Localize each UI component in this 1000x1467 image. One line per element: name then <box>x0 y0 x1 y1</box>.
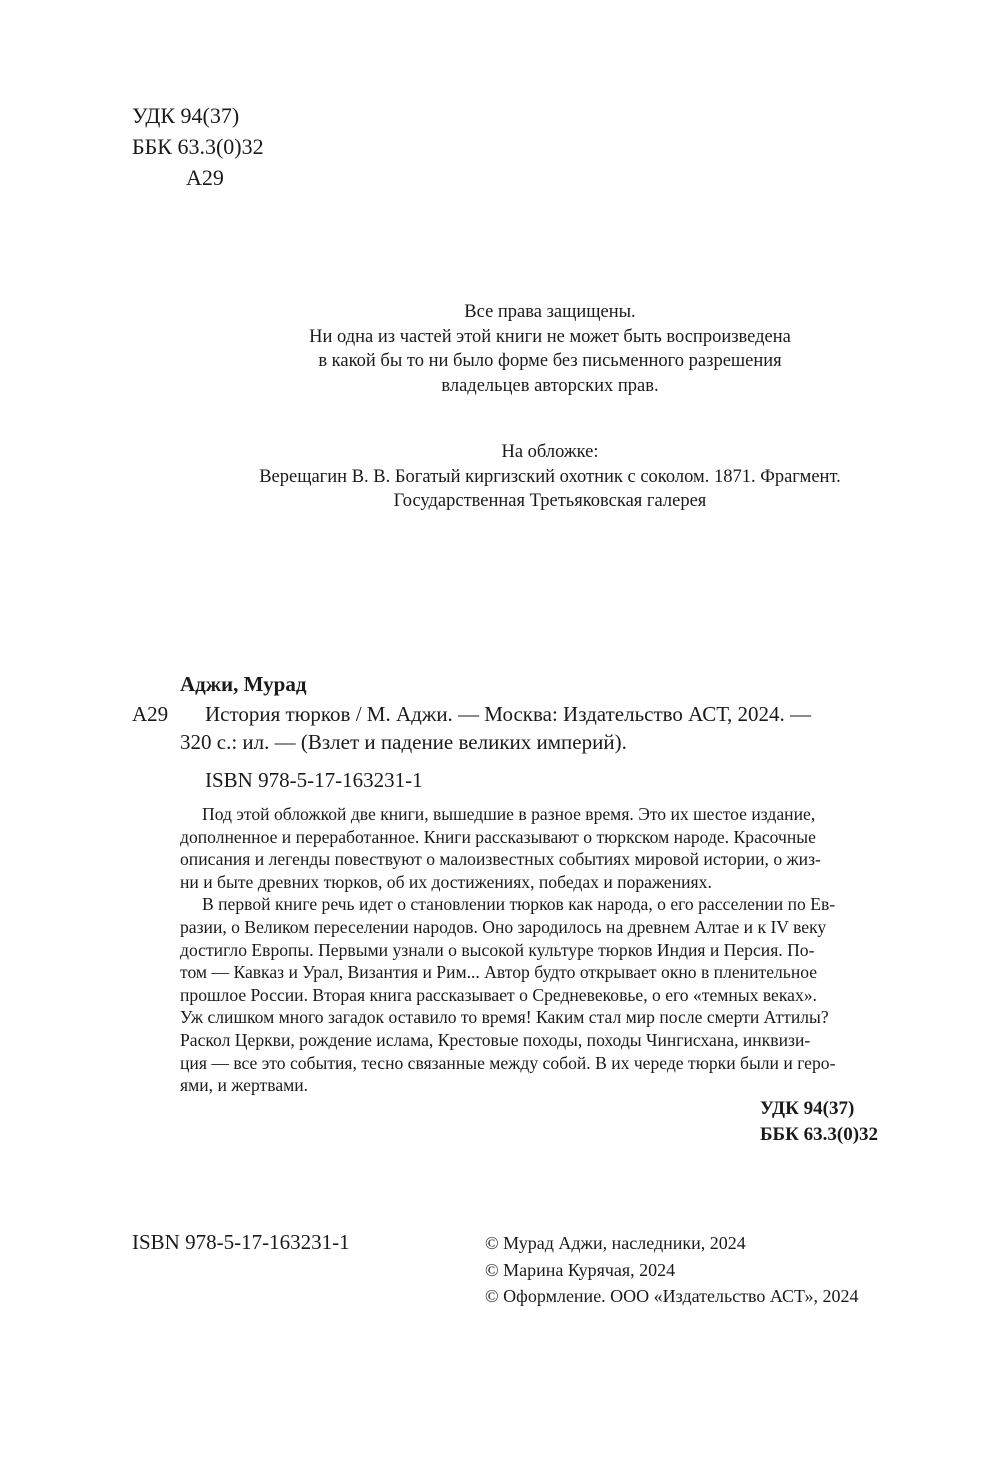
bib-description <box>180 700 925 756</box>
bbk-code: ББК 63.3(0)32 <box>760 1124 879 1145</box>
classification-codes-top <box>132 100 264 193</box>
annotation-line: описания и легенды повествуют о малоизвестных событиях мировой истории, о жиз- <box>180 849 821 870</box>
annotation-line: прошлое России. Вторая книга рассказывает о Средневековье, о его «темных веках». <box>180 984 817 1005</box>
footer-isbn: ISBN 978-5-17-163231-1 <box>132 1230 350 1254</box>
cover-credit <box>180 440 920 514</box>
author-mark: А29 <box>186 165 224 190</box>
copyright-line: © Оформление. ООО «Издательство АСТ», 2024 <box>485 1286 859 1306</box>
udk-code: УДК 94(37) <box>132 103 240 128</box>
bib-author-mark: А29 <box>132 702 169 726</box>
rights-line: владельцев авторских прав. <box>441 375 659 396</box>
annotation-line: ция — все это события, тесно связанные между собой. В их череде тюрки были и геро- <box>180 1052 836 1073</box>
classification-codes-bottom <box>760 1096 878 1148</box>
copyright-line: © Марина Курячая, 2024 <box>485 1259 676 1280</box>
annotation-line: дополненное и переработанное. Книги рассказывают о тюркском народе. Красочные <box>180 826 816 847</box>
annotation-line: ни и быте древних тюрков, об их достижениях, победах и поражениях. <box>180 871 712 892</box>
bib-description-line: 320 с.: ил. — (Взлет и падение великих империй). <box>180 730 627 754</box>
annotation-line: Уж слишком много загадок оставило то время! Каким стал мир после смерти Аттилы? <box>180 1007 829 1028</box>
annotation-line: ями, и жертвами. <box>180 1075 309 1096</box>
rights-notice <box>180 300 920 398</box>
annotation-line: Под этой обложкой две книги, вышедшие в разное время. Это их шестое издание, <box>202 804 816 824</box>
annotation-line: разии, о Великом переселении народов. Оно зародилось на древнем Алтае и к IV веку <box>180 916 827 937</box>
copyright-notices <box>485 1230 859 1310</box>
copyright-line: © Мурад Аджи, наследники, 2024 <box>485 1233 746 1253</box>
bib-description-line: История тюрков / М. Аджи. — Москва: Издательство АСТ, 2024. — <box>205 702 812 726</box>
cover-credit-line: Государственная Третьяковская галерея <box>393 491 707 511</box>
cover-credit-line: На обложке: <box>501 442 599 462</box>
rights-line: Все права защищены. <box>464 302 636 322</box>
bbk-code: ББК 63.3(0)32 <box>132 134 264 159</box>
annotation-line: достигло Европы. Первыми узнали о высокой культуре тюрков Индия и Персия. По- <box>180 939 815 960</box>
rights-line: Ни одна из частей этой книги не может быть воспроизведена <box>309 326 791 347</box>
annotation-line: том — Кавказ и Урал, Византия и Рим... Автор будто открывает окно в пленительное <box>180 962 818 983</box>
annotation-line: Раскол Церкви, рождение ислама, Крестовые походы, походы Чингисхана, инквизи- <box>180 1029 811 1050</box>
annotation <box>180 803 920 1097</box>
bib-isbn: ISBN 978-5-17-163231-1 <box>205 768 423 792</box>
annotation-line: В первой книге речь идет о становлении тюрков как народа, о его расселении по Ев- <box>202 894 836 915</box>
bib-author: Аджи, Мурад <box>180 672 307 696</box>
rights-line: в какой бы то ни было форме без письменного разрешения <box>318 351 782 371</box>
cover-credit-line: Верещагин В. В. Богатый киргизский охотник с соколом. 1871. Фрагмент. <box>259 466 841 487</box>
udk-code: УДК 94(37) <box>760 1098 855 1119</box>
